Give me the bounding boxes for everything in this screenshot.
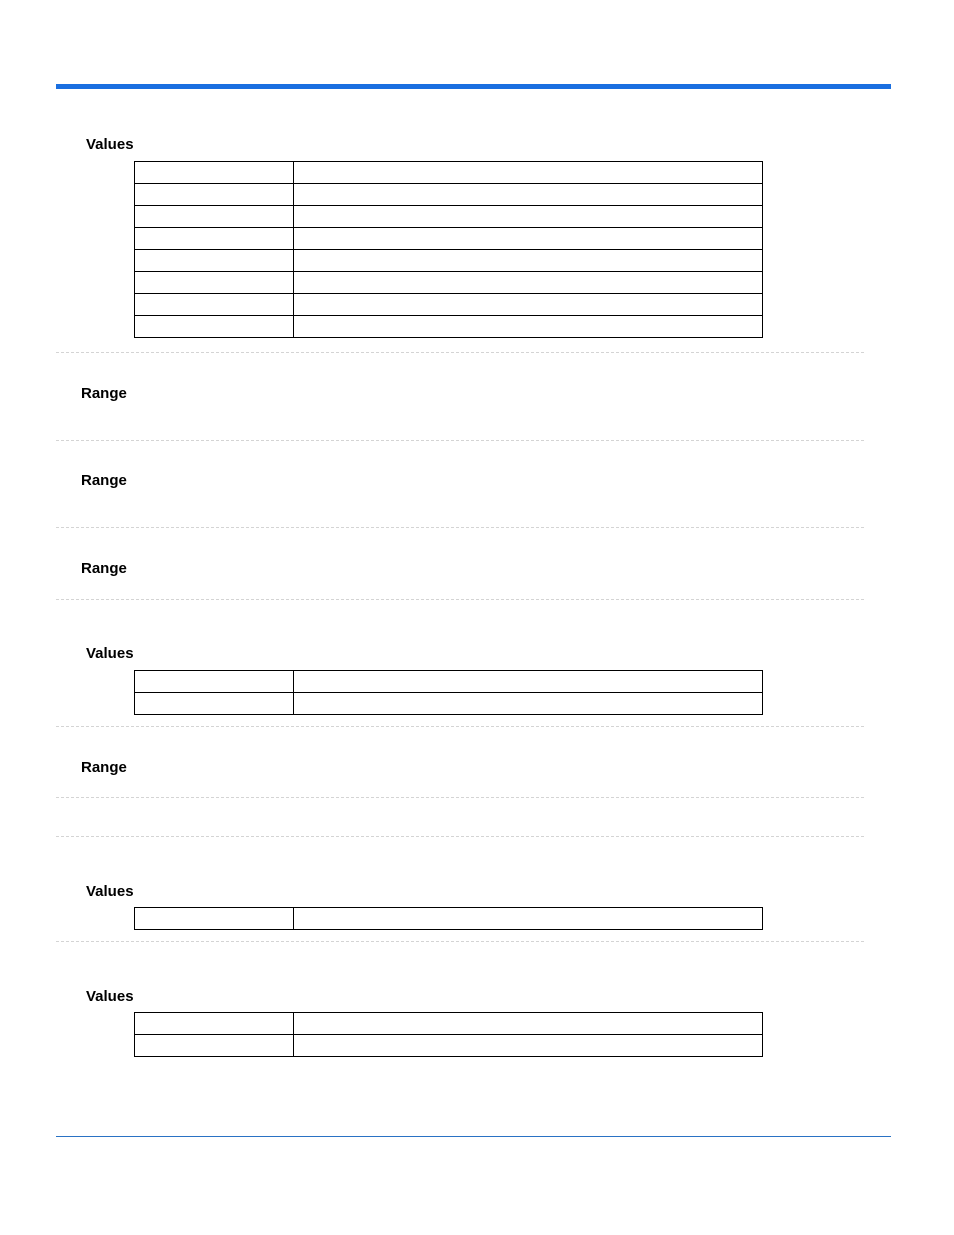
table-cell (135, 294, 294, 316)
table-cell (294, 184, 763, 206)
values-table-4 (134, 1012, 763, 1057)
table-row (135, 671, 763, 693)
table-cell (294, 671, 763, 693)
section-divider (56, 941, 864, 942)
table-row (135, 294, 763, 316)
table-cell (135, 206, 294, 228)
values-label-4: Values (86, 988, 134, 1005)
table-cell (294, 1013, 763, 1035)
table-cell (294, 693, 763, 715)
table-cell (135, 162, 294, 184)
table-cell (135, 671, 294, 693)
table-cell (294, 272, 763, 294)
values-label-1: Values (86, 136, 134, 153)
range-label-2: Range (81, 472, 127, 489)
table-cell (135, 272, 294, 294)
table-cell (135, 908, 294, 930)
section-divider (56, 440, 864, 441)
table-row (135, 693, 763, 715)
table-cell (294, 162, 763, 184)
table-cell (294, 908, 763, 930)
values-label-2: Values (86, 645, 134, 662)
table-row (135, 184, 763, 206)
section-divider (56, 527, 864, 528)
header-rule (56, 84, 891, 89)
footer-rule (56, 1136, 891, 1137)
table-row (135, 162, 763, 184)
table-row (135, 1013, 763, 1035)
table-row (135, 272, 763, 294)
section-divider (56, 599, 864, 600)
section-divider (56, 836, 864, 837)
range-label-4: Range (81, 759, 127, 776)
table-cell (294, 206, 763, 228)
table-cell (294, 250, 763, 272)
table-cell (135, 316, 294, 338)
table-row (135, 908, 763, 930)
table-row (135, 250, 763, 272)
range-label-1: Range (81, 385, 127, 402)
table-row (135, 1035, 763, 1057)
table-cell (135, 228, 294, 250)
values-table-2 (134, 670, 763, 715)
table-cell (135, 693, 294, 715)
table-cell (135, 184, 294, 206)
table-cell (135, 1013, 294, 1035)
values-label-3: Values (86, 883, 134, 900)
table-cell (135, 250, 294, 272)
table-cell (294, 294, 763, 316)
table-cell (135, 1035, 294, 1057)
table-cell (294, 1035, 763, 1057)
values-table-1 (134, 161, 763, 338)
table-cell (294, 316, 763, 338)
section-divider (56, 797, 864, 798)
range-label-3: Range (81, 560, 127, 577)
table-cell (294, 228, 763, 250)
table-row (135, 206, 763, 228)
table-row (135, 316, 763, 338)
section-divider (56, 352, 864, 353)
section-divider (56, 726, 864, 727)
values-table-3 (134, 907, 763, 930)
table-row (135, 228, 763, 250)
